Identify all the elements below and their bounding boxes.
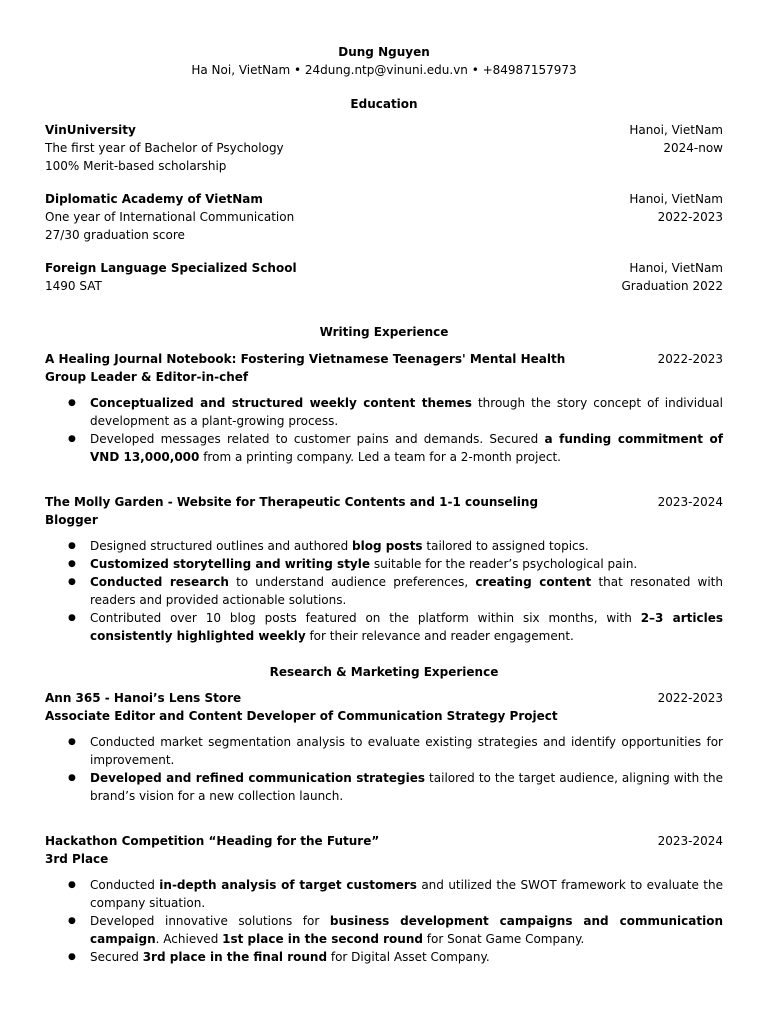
role-title: Blogger [45, 513, 98, 527]
education-detail: 27/30 graduation score [45, 228, 185, 242]
role-title: 3rd Place [45, 852, 109, 866]
date-range: Graduation 2022 [621, 279, 723, 293]
education-entry-vinuni [45, 121, 723, 175]
bullet-list [45, 537, 723, 645]
section-title-writing: Writing Experience [319, 325, 449, 339]
education-row [45, 259, 723, 277]
bullet-list [45, 394, 723, 466]
section-title-research: Research & Marketing Experience [269, 665, 499, 679]
school-location: Hanoi, VietNam [629, 123, 723, 137]
writing-entry-healing-journal [45, 350, 723, 466]
date-range: 2022-2023 [657, 352, 723, 366]
research-entry-ann365 [45, 689, 723, 805]
list-item: ● Designed structured outlines and authored blog posts tailored to assigned topics. [90, 537, 723, 555]
education-row [45, 277, 723, 295]
list-item: ● Conducted in-depth analysis of target customers and utilized the SWOT framework to evaluate the company situation. [90, 876, 723, 912]
list-item: ● Developed messages related to customer pains and demands. Secured a funding commitment of VND 13,000,000 from a printing company. Led a team for a 2-month project. [90, 430, 723, 466]
role-title: Associate Editor and Content Developer of Communication Strategy Project [45, 709, 558, 723]
experience-row [45, 493, 723, 511]
list-item: ● Contributed over 10 blog posts featured on the platform within six months, with 2–3 articles consistently highlighted weekly for their relevance and reader engagement. [90, 609, 723, 645]
education-detail: 100% Merit-based scholarship [45, 159, 227, 173]
school-name: Diplomatic Academy of VietNam [45, 192, 263, 206]
contact-line: Ha Noi, VietNam • 24dung.ntp@vinuni.edu.vn • +84987157973 [191, 63, 577, 77]
date-range: 2023-2024 [657, 495, 723, 509]
bullet-list [45, 733, 723, 805]
program: The first year of Bachelor of Psychology [45, 141, 284, 155]
list-item: ● Customized storytelling and writing style suitable for the reader’s psychological pain. [90, 555, 723, 573]
project-title: The Molly Garden - Website for Therapeutic Contents and 1-1 counseling [45, 495, 539, 509]
project-title: Hackathon Competition “Heading for the Future” [45, 834, 380, 848]
project-title: A Healing Journal Notebook: Fostering Vietnamese Teenagers' Mental Health [45, 352, 566, 366]
date-range: 2023-2024 [657, 834, 723, 848]
candidate-name: Dung Nguyen [338, 45, 430, 59]
list-item: ● Developed and refined communication strategies tailored to the target audience, aligning with the brand’s vision for a new collection launch. [90, 769, 723, 805]
school-location: Hanoi, VietNam [629, 192, 723, 206]
date-range: 2024-now [663, 141, 723, 155]
experience-row [45, 832, 723, 850]
school-name: Foreign Language Specialized School [45, 261, 297, 275]
writing-entry-molly-garden [45, 493, 723, 645]
role-title: Group Leader & Editor-in-chef [45, 370, 249, 384]
education-detail: 1490 SAT [45, 279, 102, 293]
research-entry-hackathon [45, 832, 723, 966]
list-item: ● Conducted market segmentation analysis to evaluate existing strategies and identify opportunities for improvement. [90, 733, 723, 769]
education-row [45, 190, 723, 208]
list-item: ● Secured 3rd place in the final round for Digital Asset Company. [90, 948, 723, 966]
date-range: 2022-2023 [657, 691, 723, 705]
section-title-education: Education [350, 97, 418, 111]
experience-row [45, 350, 723, 368]
list-item: ● Developed innovative solutions for business development campaigns and communication campaign. Achieved 1st place in the second round for Sonat Game Company. [90, 912, 723, 948]
list-item: ● Conceptualized and structured weekly content themes through the story concept of individual development as a plant-growing process. [90, 394, 723, 430]
education-entry-flss [45, 259, 723, 295]
bullet-list [45, 876, 723, 966]
project-title: Ann 365 - Hanoi’s Lens Store [45, 691, 242, 705]
education-entry-diplomatic-academy [45, 190, 723, 244]
education-row [45, 139, 723, 157]
education-row [45, 121, 723, 139]
school-name: VinUniversity [45, 123, 136, 137]
date-range: 2022-2023 [657, 210, 723, 224]
education-row [45, 208, 723, 226]
list-item: ● Conducted research to understand audience preferences, creating content that resonated with readers and provided actionable solutions. [90, 573, 723, 609]
program: One year of International Communication [45, 210, 295, 224]
experience-row [45, 689, 723, 707]
school-location: Hanoi, VietNam [629, 261, 723, 275]
